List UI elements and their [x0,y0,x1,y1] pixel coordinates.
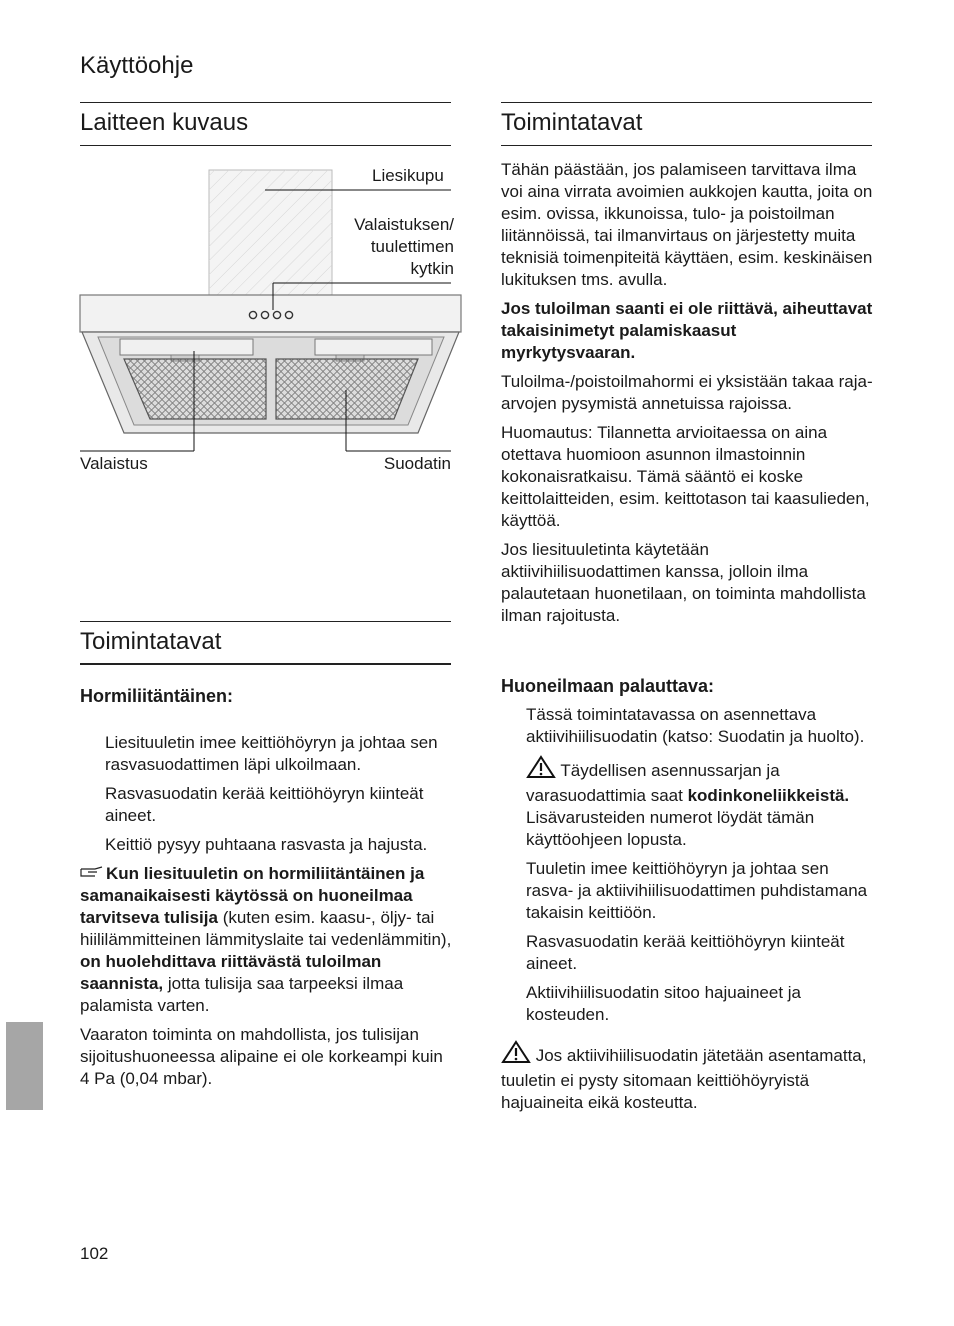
divider [80,145,451,146]
page-number: 102 [80,1244,109,1263]
section-title-toimintatavat: Toimintatavat [80,628,222,655]
label-switch [330,214,454,280]
label-liesikupu: Liesikupu [372,166,444,185]
language-tab-marker [6,1022,43,1110]
divider [501,145,872,146]
range-hood-diagram [78,165,468,465]
note-text: Lisävarusteiden numerot löydät tämän käyttöohjeen lopusta. [526,808,815,849]
note-text: jotta tulisija saa tarpeeksi ilmaa palamista varten. [80,974,404,1015]
warning-text: Jos tuloilman saanti ei ole riittävä, aiheuttavat takaisinimetyt palamiskaasut myrkytysvaaran. [501,299,873,362]
section-title-laitteen-kuvaus: Laitteen kuvaus [80,109,249,136]
label-switch-line: Valaistuksen/ [354,215,454,234]
label-suodatin: Suodatin [383,454,451,473]
paragraph: Tähän päästään, jos palamiseen tarvittava ilma voi aina virrata avoimien aukkojen kautta, joita on esim. ovissa, ikkunoissa, tulo- ja poistoilman liitännöissä, tai ilmanvirtaus on järjestetty muita teknisiä toimenpiteitä käyttäen, esim. keskinäisen lukituksen tms. avulla. [501,160,873,289]
subsection-title-huoneilmaan: Huoneilmaan palauttava: [501,676,715,696]
note-bold-text: Kun liesituuletin on hormiliitäntäinen ja samanaikaisesti käytössä on huoneilmaa tarvitseva tulisija [80,864,425,927]
pointing-hand-icon [80,863,106,885]
grease-filter-right [276,359,418,419]
note-bold-text: on huolehdittava riittävästä tuloilman saannista, [80,952,382,993]
paragraph: Vaaraton toiminta on mahdollista, jos tulisijan sijoitushuoneessa alipaine ei ole korkeampi kuin 4 Pa (0,04 mbar). [80,1025,443,1088]
paragraph: Liesituuletin imee keittiöhöyryn ja johtaa sen rasvasuodattimen läpi ulkoilmaan. [105,733,438,774]
warning-paragraph [501,1040,873,1114]
label-switch-line: tuulettimen [370,237,454,256]
warning-triangle-icon [526,755,556,785]
warning-triangle-icon [501,1040,531,1070]
paragraph: Huomautus: Tilannetta arvioitaessa on aina otettava huomioon asunnon ilmastoinnin kokonaisratkaisu. Tämä sääntö ei koske keittolaitteiden, esim. keittotason tai kaasulieden, käyttöä. [501,423,870,530]
label-switch-line: kytkin [410,259,454,278]
paragraph: Tuuletin imee keittiöhöyryn ja johtaa sen rasva- ja aktiivihiilisuodattimen puhdistamana takaisin keittiöön. [526,859,868,922]
paragraph: Tässä toimintatavassa on asennettava aktiivihiilisuodatin (katso: Suodatin ja huolto). [526,705,865,746]
note-bold-text: kodinkoneliikkeistä. [687,786,850,805]
divider [80,621,451,622]
warning-paragraph [501,298,873,364]
subsection-title-hormiliitantainen: Hormiliitäntäinen: [80,686,234,706]
note-text: Täydellisen asennussarjan ja varasuodattimia saat [526,761,780,805]
page-title: Käyttöohje [80,52,194,79]
warning-paragraph [501,755,873,851]
note-paragraph [80,863,452,1017]
paragraph: Tuloilma-/poistoilmahormi ei yksistään takaa raja-arvojen pysymistä annetuissa rajoissa. [501,372,873,413]
light-cover-left [120,339,253,355]
note-text: Jos aktiivihiilisuodatin jätetään asentamatta, tuuletin ei pysty sitomaan keittiöhöyryistä hajuaineita eikä kosteutta. [501,1046,867,1112]
paragraph: Jos liesituuletinta käytetään aktiivihiilisuodattimen kanssa, jolloin ilma palautetaan huonetilaan, on toiminta mahdollista ilman rajoitusta. [501,540,866,625]
hood-front-panel [80,295,461,332]
divider [80,663,451,665]
light-cover-right [315,339,432,355]
paragraph: Rasvasuodatin kerää keittiöhöyryn kiinteät aineet. [105,784,424,825]
left-body-text [80,732,452,1097]
paragraph: Rasvasuodatin kerää keittiöhöyryn kiinteät aineet. [526,932,845,973]
label-valaistus: Valaistus [80,454,148,473]
right-body-text-2 [501,704,873,1121]
paragraph: Aktiivihiilisuodatin sitoo hajuaineet ja kosteuden. [526,983,801,1024]
divider [501,102,872,103]
divider [80,102,451,103]
note-text: (kuten esim. kaasu-, öljy- tai hiililämmitteinen lämmityslaite tai vedenlämmitin), [80,908,452,949]
right-body-text [501,159,873,634]
paragraph: Keittiö pysyy puhtaana rasvasta ja hajusta. [105,835,428,854]
section-title-toimintatavat-right: Toimintatavat [501,109,643,136]
